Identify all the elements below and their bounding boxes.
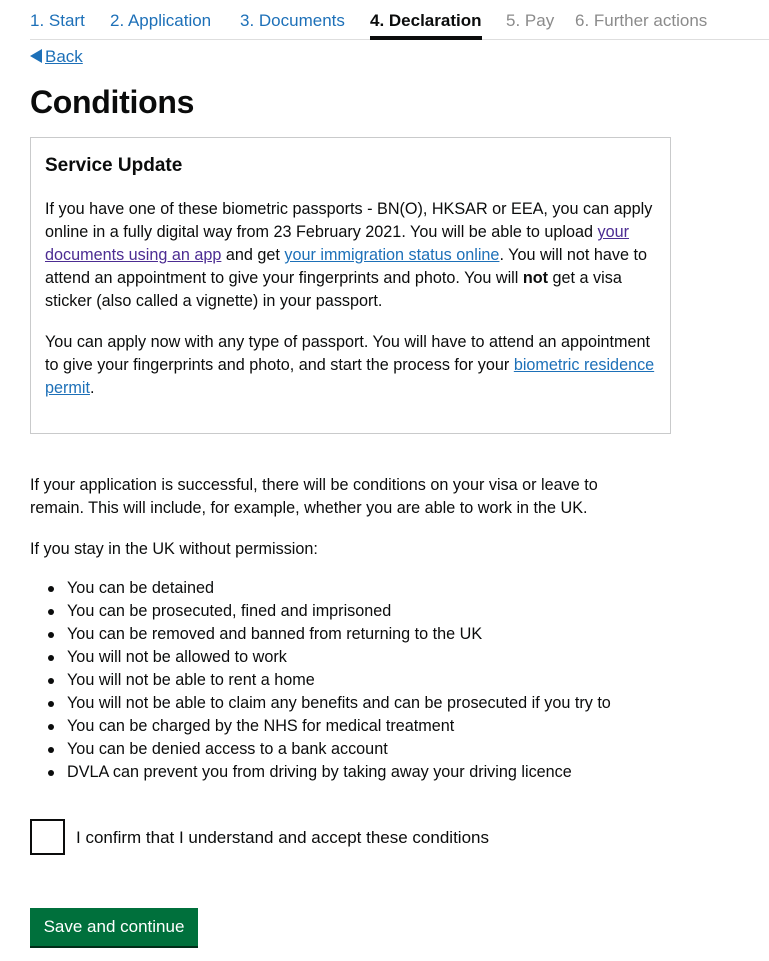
service-update-panel	[30, 137, 671, 434]
confirm-checkbox-label[interactable]: I confirm that I understand and accept these conditions	[76, 828, 489, 847]
list-item: DVLA can prevent you from driving by taking away your driving licence	[48, 761, 611, 784]
save-and-continue-button[interactable]: Save and continue	[30, 908, 198, 946]
left-triangle-icon	[30, 49, 42, 63]
service-update-paragraph-1: If you have one of these biometric passports - BN(O), HKSAR or EEA, you can apply online in a fully digital way from 23 February 2021. You will be able to upload your documents using an app and get your immigration status online. You will not have to attend an appointment to give your fingerprints and photo. You will not get a visa sticker (also called a vignette) in your passport.	[45, 200, 653, 310]
biometric-residence-permit-link[interactable]: biometric residence permit	[45, 356, 655, 397]
step-pay: 5. Pay	[506, 11, 555, 30]
list-item: You can be charged by the NHS for medical treatment	[48, 715, 611, 738]
list-item: You will not be allowed to work	[48, 646, 611, 669]
progress-steps	[30, 0, 769, 40]
list-item: You can be removed and banned from returning to the UK	[48, 623, 611, 646]
page-title: Conditions	[30, 84, 195, 120]
service-update-paragraph-2: You can apply now with any type of passport. You will have to attend an appointment to give your fingerprints and photo, and start the process for your biometric residence permit.	[45, 333, 655, 397]
list-item: You will not be able to rent a home	[48, 669, 611, 692]
list-item: You can be detained	[48, 577, 611, 600]
confirm-checkbox[interactable]	[30, 819, 65, 855]
documents-app-link[interactable]: your documents using an app	[45, 223, 630, 264]
list-item: You can be prosecuted, fined and imprisoned	[48, 600, 611, 623]
step-documents[interactable]: 3. Documents	[240, 11, 345, 30]
list-item: You can be denied access to a bank account	[48, 738, 611, 761]
consequences-list	[48, 577, 611, 784]
service-update-title: Service Update	[45, 155, 183, 176]
step-start[interactable]: 1. Start	[30, 11, 85, 30]
stay-without-permission-intro: If you stay in the UK without permission:	[30, 540, 318, 558]
back-link[interactable]	[30, 46, 83, 68]
step-application[interactable]: 2. Application	[110, 11, 212, 30]
step-declaration: 4. Declaration	[370, 11, 482, 30]
list-item: You will not be able to claim any benefits and can be prosecuted if you try to	[48, 692, 611, 715]
back-label: Back	[45, 47, 83, 66]
immigration-status-link[interactable]: your immigration status online	[284, 246, 500, 264]
step-further-actions: 6. Further actions	[575, 11, 708, 30]
conditions-intro: If your application is successful, there will be conditions on your visa or leave to remain. This will include, for example, whether you are able to work in the UK.	[30, 476, 598, 517]
